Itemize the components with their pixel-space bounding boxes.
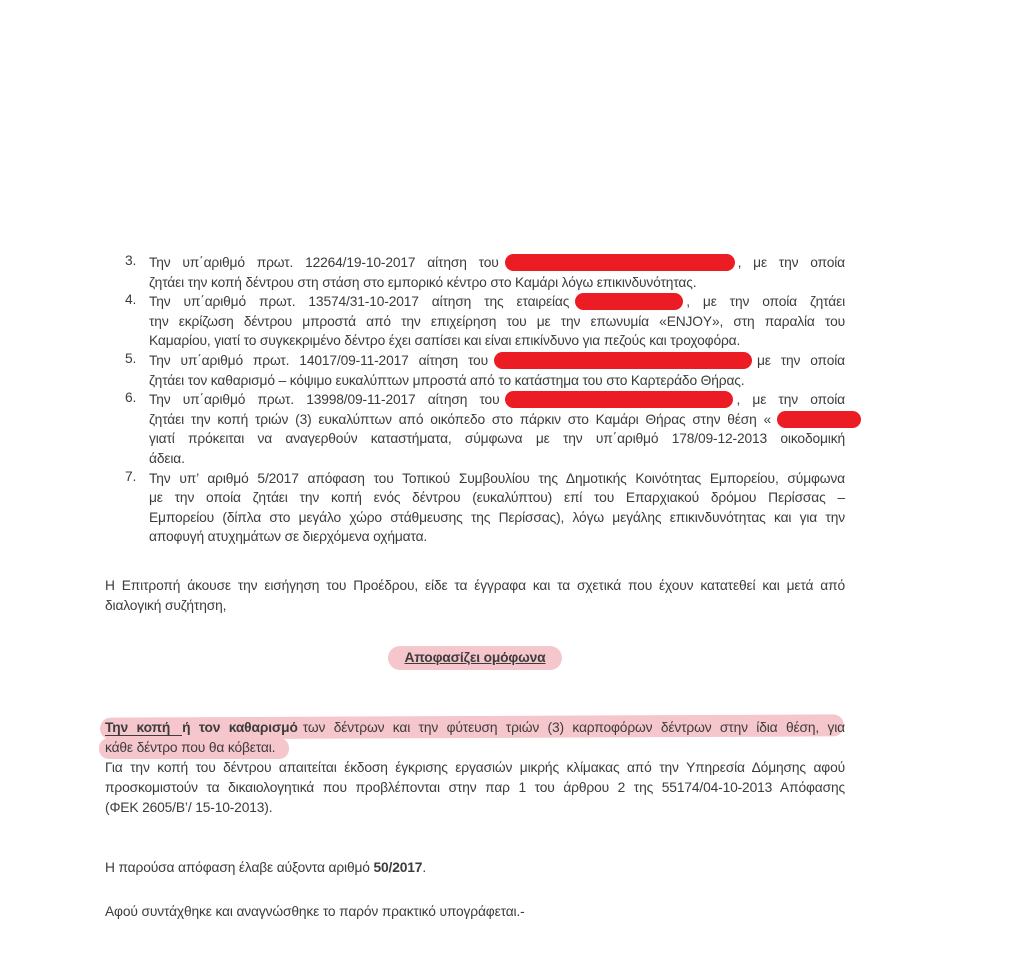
closing-paragraph	[105, 902, 845, 922]
list-item-text: , με την οποία	[736, 392, 845, 408]
text-line	[105, 738, 845, 758]
decision-heading-row	[105, 646, 845, 670]
list-item	[105, 292, 845, 351]
text-line	[149, 371, 845, 391]
hearing-paragraph	[105, 576, 845, 616]
list-item-number: 3.	[125, 253, 137, 268]
list-item-text: ζητάει την κοπή τριών (3) ευκαλύπτων από οικόπεδο στο πάρκιν στο Καμάρι Θήρας στην θέση «	[149, 411, 771, 427]
paragraph-text: (ΦΕΚ 2605/Β’/ 15-10-2013).	[105, 800, 273, 815]
paragraph-text: Η Επιτροπή άκουσε την εισήγηση του Προέδρου, είδε τα έγγραφα και τα σχετικά που έχουν κατατεθεί και μετά από	[105, 578, 845, 593]
text-line	[105, 798, 845, 818]
list-item	[105, 253, 845, 292]
decision-paragraph	[105, 718, 845, 818]
list-item-text: με την οποία	[756, 352, 845, 368]
list-item-text: ζητάει τον καθαρισμό – κόψιμο ευκαλύπτων μπροστά από το κατάστημα του στο Καρτεράδο Θήρας.	[149, 372, 745, 388]
text-line	[149, 351, 845, 371]
text-line	[149, 253, 845, 273]
text-line	[149, 508, 845, 528]
text-line	[149, 273, 845, 293]
highlighted-text	[105, 718, 845, 738]
list-item-number: 6.	[125, 390, 137, 406]
list-item	[105, 351, 845, 390]
text-line	[149, 527, 845, 547]
list-item-text: γιατί πρόκειται να αναγερθούν καταστήματα, σύμφωνα με την υπ΄αριθμό 178/09-12-2013 οικοδομική	[149, 431, 845, 447]
list-item-text: την εκρίζωση δέντρου μπροστά από την επιχείρηση του με την επωνυμία «ENJOY», στη παραλία του	[149, 313, 845, 329]
paragraph-text: διαλογική συζήτηση,	[105, 598, 227, 613]
redaction-mark	[494, 352, 752, 369]
list-item	[105, 469, 845, 547]
list-item-text: άδεια.	[149, 450, 185, 466]
paragraph-text: .	[422, 860, 426, 875]
list-item-number: 4.	[125, 292, 137, 308]
text-line	[149, 488, 845, 508]
text-line	[149, 390, 845, 410]
list-item-text: Την υπ΄αριθμό πρωτ. 14017/09-11-2017 αίτηση του	[149, 352, 488, 368]
text-line	[105, 778, 845, 798]
text-line	[149, 312, 845, 332]
decision-heading: Αποφασίζει ομόφωνα	[388, 646, 561, 670]
redaction-mark	[505, 254, 735, 271]
list-item-text: με την οποία ζητάει την κοπή ενός δέντρου (ευκαλύπτου) επί του Επαρχιακού δρόμου Περίσσας –	[149, 490, 845, 506]
list-item-number: 5.	[125, 350, 137, 366]
redaction-mark	[575, 293, 683, 310]
serial-paragraph	[105, 858, 845, 878]
text-line	[149, 410, 845, 430]
list-item-text: Την υπ’ αριθμό 5/2017 απόφαση του Τοπικού Συμβουλίου της Δημοτικής Κοινότητας Εμπορείου, σύμφωνα	[149, 470, 845, 486]
highlighted-text: κάθε δέντρο που θα κόβεται.	[99, 738, 289, 759]
list-item-text: αποφυγή ατυχημάτων σε διερχόμενα οχήματα.	[149, 529, 428, 545]
list-item-text: Την υπ΄αριθμό πρωτ. 12264/19-10-2017 αίτηση του	[149, 255, 499, 270]
list-item-text: ζητάει την κοπή δέντρου στη στάση στο εμπορικό κέντρο στο Καμάρι λόγω επικινδυνότητας.	[149, 274, 697, 290]
paragraph-text: προσκομιστούν τα δικαιολογητικά που προβλέπονται στην παρ 1 του άρθρου 2 της 55174/04-10-2013 Απόφασης	[105, 780, 845, 795]
decision-serial-number: 50/2017	[373, 860, 423, 875]
decision-key-phrase: Την κοπή	[105, 720, 182, 736]
list-item-number: 7.	[125, 468, 137, 484]
text-line	[149, 292, 845, 312]
list-item-text: Την υπ΄αριθμό πρωτ. 13998/09-11-2017 αίτηση του	[149, 392, 500, 408]
text-line	[149, 449, 845, 469]
list-item-text: Εμπορείου (δίπλα στο μεγάλο χώρο στάθμευσης της Περίσσας), λόγω μεγάλης επικινδυνότητας και για την	[149, 509, 845, 525]
text-line	[105, 758, 845, 778]
text-line	[149, 331, 845, 351]
list-item-text: Την υπ΄αριθμό πρωτ. 13574/31-10-2017 αίτηση της εταιρείας	[149, 294, 570, 310]
text-line	[149, 429, 845, 449]
text-line	[105, 576, 845, 596]
list-item-text: , με την οποία	[737, 255, 845, 270]
list-item-text: , με την οποία ζητάει	[686, 294, 846, 310]
numbered-list	[105, 253, 845, 547]
text-line	[149, 469, 845, 489]
decision-key-phrase: ή τον καθαρισμό	[182, 720, 298, 735]
text-line	[105, 596, 845, 616]
paragraph-text: Για την κοπή του δέντρου απαιτείται έκδοση έγκρισης εργασιών μικρής κλίμακας από την Υπηρεσία Δόμησης αφού	[105, 760, 845, 775]
redaction-mark	[505, 391, 733, 408]
list-item-text: Καμαρίου, γιατί το συγκεκριμένο δέντρο έχει σαπίσει και είναι επικίνδυνο για πεζούς και τροχοφόρα.	[149, 333, 741, 349]
paragraph-text: Η παρούσα απόφαση έλαβε αύξοντα αριθμό	[105, 860, 374, 875]
paragraph-text: Αφού συντάχθηκε και αναγνώσθηκε το παρόν πρακτικό υπογράφεται.-	[105, 904, 525, 919]
redaction-mark	[777, 411, 861, 428]
list-item	[105, 390, 845, 468]
paragraph-text: των δέντρων και την φύτευση τριών (3) καρποφόρων δέντρων στην ίδια θέση, για	[302, 720, 845, 735]
